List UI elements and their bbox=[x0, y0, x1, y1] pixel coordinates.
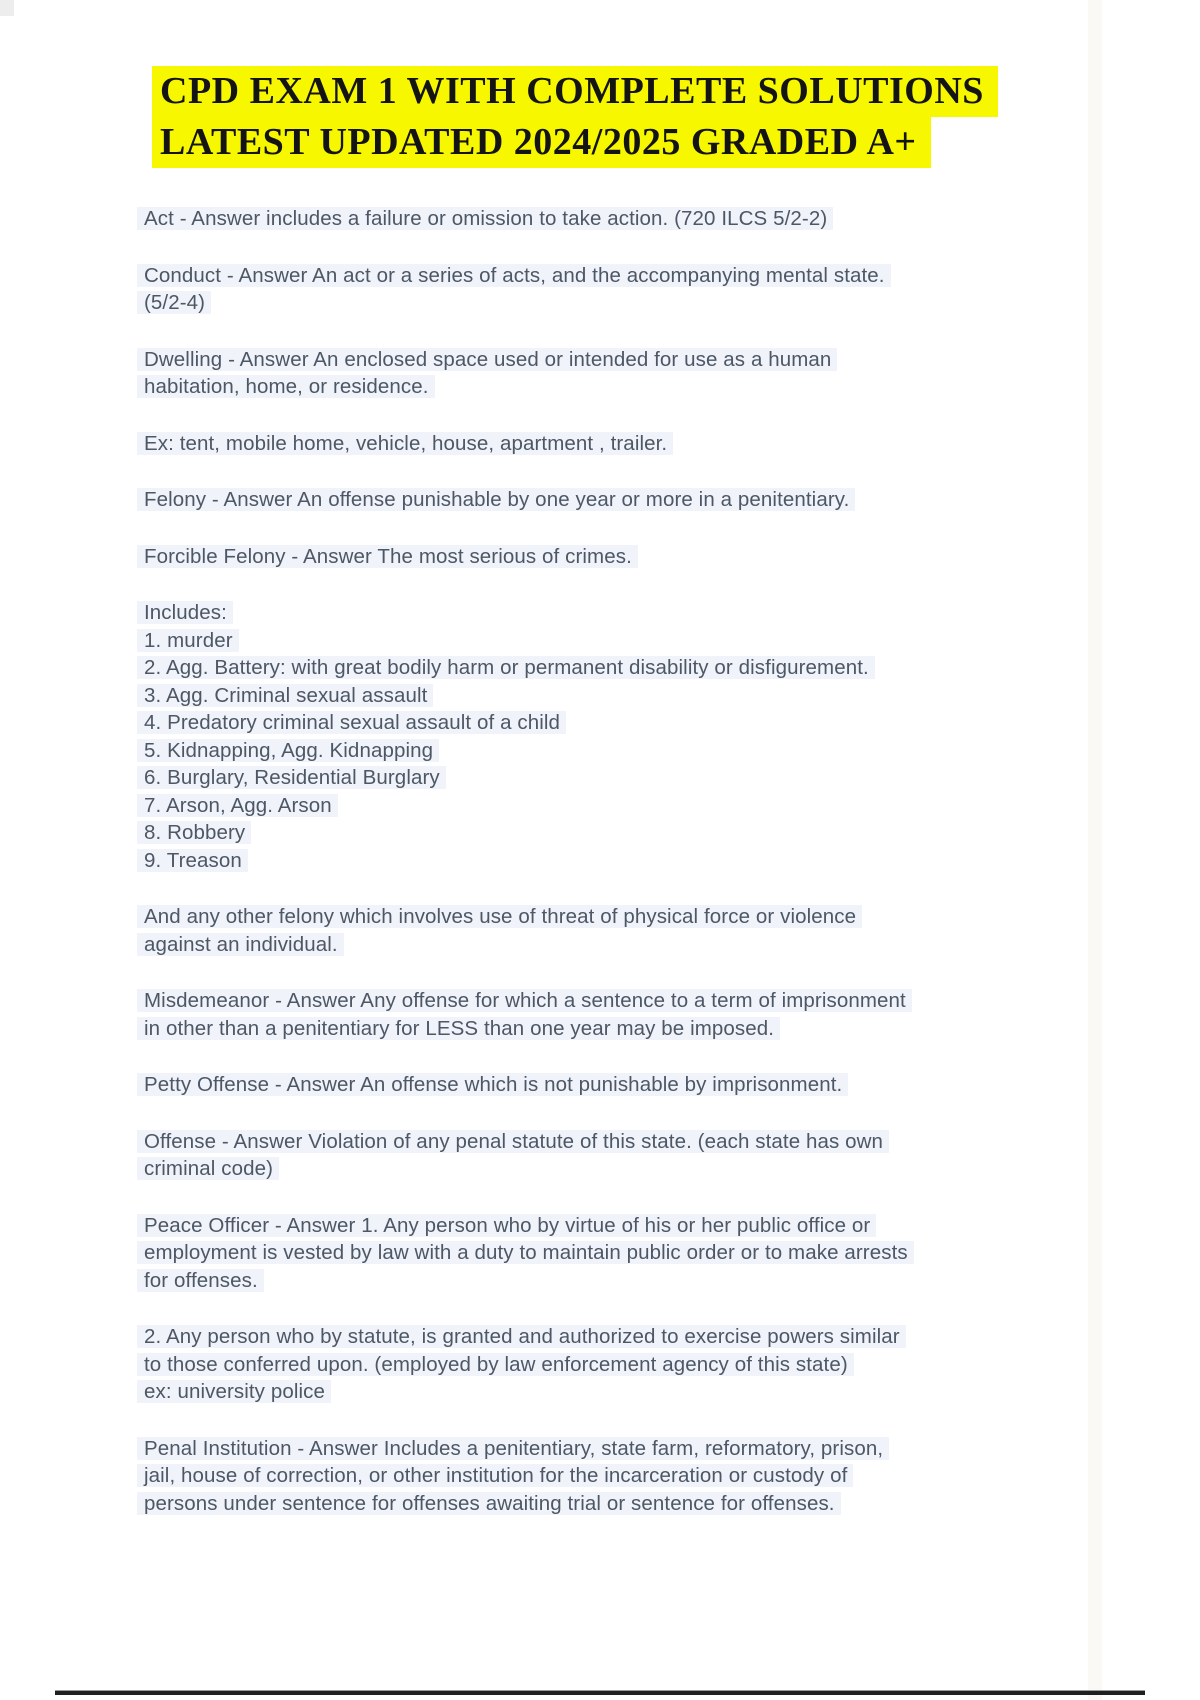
paragraph bbox=[137, 1212, 1097, 1295]
highlighted-text: 9. Treason bbox=[137, 849, 248, 872]
text-line bbox=[137, 1462, 1097, 1490]
page-bottom-divider bbox=[55, 1691, 1145, 1695]
highlighted-text: Act - Answer includes a failure or omission to take action. (720 ILCS 5/2-2) bbox=[137, 207, 833, 230]
text-line bbox=[137, 792, 1097, 820]
text-line bbox=[137, 205, 1097, 233]
highlighted-text: Offense - Answer Violation of any penal statute of this state. (each state has own bbox=[137, 1130, 889, 1153]
highlighted-text: habitation, home, or residence. bbox=[137, 375, 435, 398]
highlighted-text: 7. Arson, Agg. Arson bbox=[137, 794, 338, 817]
highlighted-text: 2. Agg. Battery: with great bodily harm or permanent disability or disfigurement. bbox=[137, 656, 875, 679]
text-line bbox=[137, 1435, 1097, 1463]
text-line bbox=[137, 486, 1097, 514]
highlighted-text: Penal Institution - Answer Includes a penitentiary, state farm, reformatory, prison, bbox=[137, 1437, 889, 1460]
paragraph bbox=[137, 903, 1097, 958]
paragraph bbox=[137, 543, 1097, 571]
text-line bbox=[137, 1128, 1097, 1156]
highlighted-text: 5. Kidnapping, Agg. Kidnapping bbox=[137, 739, 439, 762]
highlighted-text: to those conferred upon. (employed by law enforcement agency of this state) bbox=[137, 1353, 854, 1376]
highlighted-text: in other than a penitentiary for LESS than one year may be imposed. bbox=[137, 1017, 780, 1040]
highlighted-text: 6. Burglary, Residential Burglary bbox=[137, 766, 446, 789]
title-highlighted-text: CPD EXAM 1 WITH COMPLETE SOLUTIONS bbox=[152, 66, 998, 117]
text-line bbox=[137, 1378, 1097, 1406]
highlighted-text: Peace Officer - Answer 1. Any person who by virtue of his or her public office or bbox=[137, 1214, 876, 1237]
text-line bbox=[137, 654, 1097, 682]
text-line bbox=[137, 819, 1097, 847]
text-line bbox=[137, 903, 1097, 931]
text-line bbox=[137, 709, 1097, 737]
text-line bbox=[137, 543, 1097, 571]
text-line bbox=[137, 346, 1097, 374]
highlighted-text: Felony - Answer An offense punishable by one year or more in a penitentiary. bbox=[137, 488, 855, 511]
highlighted-text: for offenses. bbox=[137, 1269, 264, 1292]
paragraph bbox=[137, 1128, 1097, 1183]
paragraph bbox=[137, 430, 1097, 458]
text-line bbox=[137, 1071, 1097, 1099]
text-line bbox=[137, 627, 1097, 655]
text-line bbox=[137, 931, 1097, 959]
text-line bbox=[137, 1351, 1097, 1379]
text-line bbox=[137, 1490, 1097, 1518]
paragraph bbox=[137, 987, 1097, 1042]
highlighted-text: criminal code) bbox=[137, 1157, 279, 1180]
paragraph bbox=[137, 486, 1097, 514]
text-line bbox=[137, 430, 1097, 458]
text-line bbox=[137, 599, 1097, 627]
scan-corner-artifact bbox=[0, 0, 14, 16]
paragraph bbox=[137, 205, 1097, 233]
text-line bbox=[137, 987, 1097, 1015]
text-line bbox=[137, 1212, 1097, 1240]
highlighted-text: (5/2-4) bbox=[137, 291, 211, 314]
highlighted-text: 1. murder bbox=[137, 629, 239, 652]
paragraph bbox=[137, 1435, 1097, 1518]
text-line bbox=[137, 1323, 1097, 1351]
highlighted-text: 2. Any person who by statute, is granted and authorized to exercise powers similar bbox=[137, 1325, 906, 1348]
highlighted-text: Ex: tent, mobile home, vehicle, house, apartment , trailer. bbox=[137, 432, 673, 455]
text-line bbox=[137, 1015, 1097, 1043]
text-line bbox=[137, 682, 1097, 710]
text-line bbox=[137, 1155, 1097, 1183]
text-line bbox=[137, 1267, 1097, 1295]
highlighted-text: Petty Offense - Answer An offense which is not punishable by imprisonment. bbox=[137, 1073, 848, 1096]
text-line bbox=[137, 289, 1097, 317]
highlighted-text: persons under sentence for offenses awaiting trial or sentence for offenses. bbox=[137, 1492, 841, 1515]
paragraph bbox=[137, 346, 1097, 401]
text-line bbox=[137, 737, 1097, 765]
highlighted-text: Conduct - Answer An act or a series of acts, and the accompanying mental state. bbox=[137, 264, 891, 287]
paragraph bbox=[137, 1323, 1097, 1406]
highlighted-text: Includes: bbox=[137, 601, 233, 624]
text-line bbox=[137, 373, 1097, 401]
paragraph bbox=[137, 262, 1097, 317]
text-line bbox=[137, 1239, 1097, 1267]
highlighted-text: Misdemeanor - Answer Any offense for which a sentence to a term of imprisonment bbox=[137, 989, 912, 1012]
text-line bbox=[137, 764, 1097, 792]
highlighted-text: Forcible Felony - Answer The most serious of crimes. bbox=[137, 545, 638, 568]
highlighted-text: 4. Predatory criminal sexual assault of a child bbox=[137, 711, 566, 734]
title-line bbox=[152, 66, 998, 117]
highlighted-text: against an individual. bbox=[137, 933, 344, 956]
highlighted-text: ex: university police bbox=[137, 1380, 331, 1403]
highlighted-text: Dwelling - Answer An enclosed space used or intended for use as a human bbox=[137, 348, 837, 371]
highlighted-text: And any other felony which involves use of threat of physical force or violence bbox=[137, 905, 862, 928]
text-line bbox=[137, 262, 1097, 290]
document-body bbox=[137, 205, 1097, 1517]
highlighted-text: 8. Robbery bbox=[137, 821, 251, 844]
highlighted-text: employment is vested by law with a duty to maintain public order or to make arrests bbox=[137, 1241, 914, 1264]
title-highlighted-text: LATEST UPDATED 2024/2025 GRADED A+ bbox=[152, 117, 931, 168]
document-title bbox=[152, 66, 998, 168]
text-line bbox=[137, 847, 1097, 875]
highlighted-text: 3. Agg. Criminal sexual assault bbox=[137, 684, 433, 707]
paragraph bbox=[137, 1071, 1097, 1099]
title-line bbox=[152, 117, 998, 168]
highlighted-text: jail, house of correction, or other institution for the incarceration or custody of bbox=[137, 1464, 853, 1487]
paragraph bbox=[137, 599, 1097, 874]
